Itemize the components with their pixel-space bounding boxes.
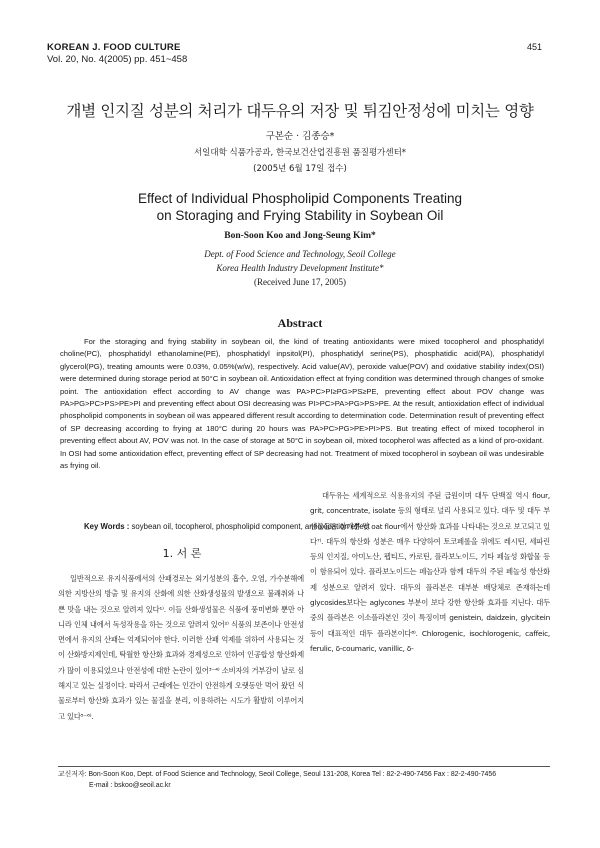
page-number: 451 xyxy=(526,42,542,52)
footnote-email: E-mail : bskoo@seoil.ac.kr xyxy=(89,782,171,789)
english-affiliation-line1: Dept. of Food Science and Technology, Seoil College xyxy=(204,249,396,259)
footnote-divider xyxy=(58,766,550,767)
journal-header xyxy=(47,42,187,66)
abstract-body: For the storaging and frying stability in soybean oil, the kind of treating antioxidants were mixed tocopherol and phosphatidyl choline(PC), phosphatidyl ethanolamine(PE), phosphatidyl inpsitol(PI), phosphatidyl serine(PS), phosphatidic acid(PA), phosphatidyl glycerol(PG), treating amounts were 0.03%, 0.05%(w/w), respectively. Acid value(AV), peroxide value(POV) and oxidative stability index(OSI) were determined during storage period at 50°C in soybean oil. Antioxidation effect at frying condition was determined through changes of smoke point. The antioxidation effect according to AV change was PA>PC>PI≥PG>PS≥PE, preventing effect about POV change was PA>PG>PC>PS>PE>PI and preventing effect about OSI decreasing was PI>PC>PA>PG>PS>PE. At the result, antioxidation effect of individual phospholipid components in soybean oil was appeared different result according to determination code. Determination result of preventing effect of SP decreasing according to frying at 180°C during 20 hours was PA>PC>PG>PE>PI>PS. But treating effect of mixed tocopherol in preventing effect about AV, POV was not. In the case of storage at 50°C in soybean oil, mixed tocopherol was affected as a kind of pro-oxidant. In OSI had some antioxidation effect, preventing effect of SP decreasing had not. Treatment of mixed tocopherol in soybean oil was undesirable as frying oil. xyxy=(60,337,544,471)
english-received-date: (Received June 17, 2005) xyxy=(254,277,346,287)
korean-title: 개별 인지질 성분의 처리가 대두유의 저장 및 튀김안정성에 미치는 영향 xyxy=(66,102,534,120)
korean-authors: 구본순 · 김종승* xyxy=(265,131,335,142)
keywords-label: Key Words : xyxy=(84,522,130,531)
english-title xyxy=(40,190,560,224)
keywords-list: soybean oil, tocopherol, phospholipid component, antioxidation effect xyxy=(131,522,370,531)
body-text-left-column: 일반적으로 유지식품에서의 산패경로는 외기성분의 흡수, 오염, 가수분해에 의한 지방산의 방출 및 유지의 산화에 의한 산화생성물의 발생으로 불쾌취와 나쁜 맛을 내는 것으로 알려져 있다¹⁾. 이들 산화생성물은 식품에 풍미변화 뿐만 아니라 인체 내에서 독성작용을 하는 것으로 알려져 있어²⁾ 식품의 보존이나 안전성 면에서 유지의 산패는 억제되어야 한다. 이러한 산패 억제를 위하여 사용되는 것이 산화방지제인데, 탁월한 항산화 효과와 경제성으로 인하여 인공합성 항산화제가 많이 이용되었으나 안전성에 대한 논란이 있어³⁻⁴⁾ 소비자의 거부감이 날로 심해지고 있는 실정이다. 따라서 근래에는 인간이 안전하게 오랫동안 먹어 왔던 식물로부터 항산화 효과가 있는 물질을 분리, 이용하려는 시도가 활발히 이루어지고 있다⁵⁻⁶⁾. xyxy=(58,574,304,721)
english-authors: Bon-Soon Koo and Jong-Seung Kim* xyxy=(224,231,376,241)
corresponding-author-footnote xyxy=(58,769,550,791)
english-title-line1: Effect of Individual Phospholipid Components Treating xyxy=(138,191,462,206)
body-text-right-column: 대두유는 세계적으로 식용유지의 주된 급원이며 대두 단백질 역시 flour, grit, concentrate, isolate 등의 형태로 널리 사용되고 있다. 대두 및 대두 부산물들은 참깨분 및 oat flour에서 항산화 효과를 나타내는 것으로 보고되고 있다⁷⁾. 대두의 항산화 성분은 매우 다양하여 토코페롤을 위에도 레시틴, 세파린 등의 인지질, 아미노산, 펩티드, 카로틴, 플라보노이드, 기타 페놀성 화합물 등이 함유되어 있다. 플라보노이드는 페놀산과 함께 대두의 주된 페놀성 항산화제 성분으로 알려져 있다. 대두의 플라본은 대부분 배당체로 존재하는데 glycosides보다는 aglycones 부분이 보다 강한 항산화 효과를 지닌다. 대두 중의 플라본은 이소플라본인 것이 특징이며 genistein, daidzein, glycitein 등이 대표적인 대두 플라본이다⁸⁾. Chlorogenic, isochlorogenic, caffeic, ferulic, δ-coumaric, vanillic, δ- xyxy=(310,491,550,653)
english-title-line2: on Storaging and Frying Stability in Soybean Oil xyxy=(156,208,444,223)
korean-affiliation: 서일대학 식품가공과, 한국보건산업진흥원 품질평가센터* xyxy=(193,148,407,158)
abstract-heading: Abstract xyxy=(277,316,323,330)
english-affiliation xyxy=(0,247,600,275)
journal-volume: Vol. 20, No. 4(2005) pp. 451~458 xyxy=(47,54,188,65)
journal-name: KOREAN J. FOOD CULTURE xyxy=(47,42,181,53)
english-affiliation-line2: Korea Health Industry Development Institute* xyxy=(216,263,384,273)
korean-received-date: (2005년 6월 17일 접수) xyxy=(253,164,347,174)
footnote-contact: 교신저자: Bon-Soon Koo, Dept. of Food Science and Technology, Seoil College, Seoul 131-208, Korea Tel : 82-2-490-7456 Fax : 82-2-490-7456 xyxy=(58,771,497,778)
section-heading-introduction: 1. 서 론 xyxy=(162,547,202,560)
